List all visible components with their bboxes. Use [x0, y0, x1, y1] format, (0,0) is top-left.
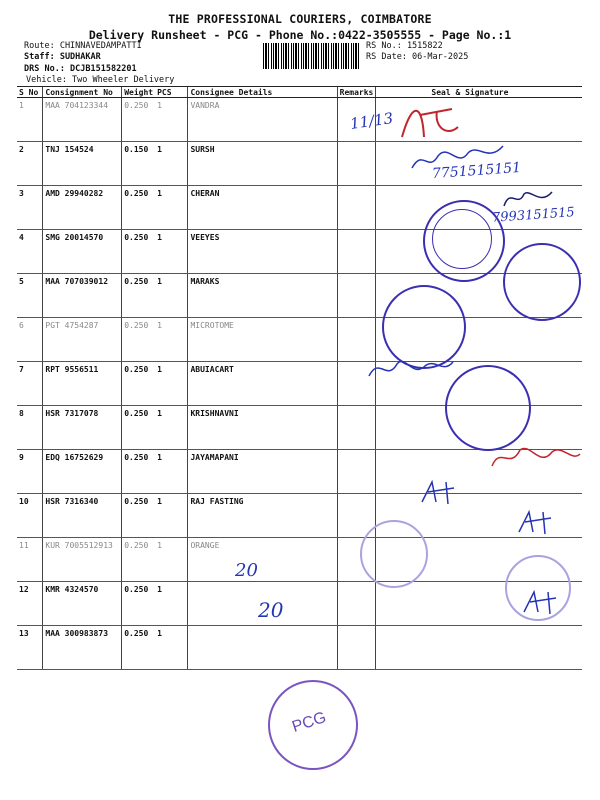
- cell-consignment: KUR 7005512913: [43, 538, 122, 582]
- barcode: [263, 43, 359, 69]
- rs-number: RS No.: 1515822: [366, 41, 443, 51]
- row10-signature: [488, 440, 583, 474]
- row3-signature: 7993151515: [491, 205, 576, 226]
- col-sno: S No: [17, 87, 43, 98]
- cell-sno: 7: [17, 362, 43, 406]
- cell-weight: 0.250: [122, 230, 155, 274]
- cell-weight: 0.250: [122, 494, 155, 538]
- cell-weight: 0.250: [122, 626, 155, 670]
- cell-consignee: JAYAMAPANI: [188, 450, 337, 494]
- cell-consignment: HSR 7317078: [43, 406, 122, 450]
- cell-consignee: ORANGE: [188, 538, 337, 582]
- cell-pcs: 1: [155, 626, 188, 670]
- col-seal: Seal & Signature: [376, 87, 582, 98]
- col-remarks: Remarks: [337, 87, 376, 98]
- row10-mark: [418, 478, 458, 508]
- cell-remarks: [337, 274, 376, 318]
- row11-mark: [515, 508, 555, 538]
- cell-pcs: 1: [155, 538, 188, 582]
- doc-subtitle: Delivery Runsheet - PCG - Phone No.:0422-3505555 - Page No.:1: [88, 28, 512, 42]
- cell-remarks: [337, 450, 376, 494]
- cell-pcs: 1: [155, 274, 188, 318]
- cell-consignee: ABUIACART: [188, 362, 337, 406]
- cell-consignment: TNJ 154524: [43, 142, 122, 186]
- cell-weight: 0.250: [122, 582, 155, 626]
- cell-sno: 4: [17, 230, 43, 274]
- cell-remarks: [337, 626, 376, 670]
- cell-consignee: MARAKS: [188, 274, 337, 318]
- cell-consignment: MAA 300983873: [43, 626, 122, 670]
- cell-consignee: SURSH: [188, 142, 337, 186]
- cell-weight: 0.150: [122, 142, 155, 186]
- row12-note: 20: [235, 560, 258, 581]
- vehicle: Vehicle: Two Wheeler Delivery: [26, 75, 175, 85]
- table-row: [17, 538, 582, 582]
- drs-number: DRS No.: DCJB151582201: [24, 64, 137, 74]
- table-row: [17, 626, 582, 670]
- cell-weight: 0.250: [122, 98, 155, 142]
- cell-pcs: 1: [155, 98, 188, 142]
- table-header: [17, 87, 582, 98]
- col-weight: Weight: [122, 87, 155, 98]
- cell-consignment: RPT 9556511: [43, 362, 122, 406]
- cell-sno: 9: [17, 450, 43, 494]
- pcg-stamp-text: PCG: [290, 709, 329, 736]
- cell-seal: [376, 626, 582, 670]
- cell-pcs: 1: [155, 186, 188, 230]
- table-row: [17, 98, 582, 142]
- doc-title: THE PROFESSIONAL COURIERS, COIMBATORE: [168, 12, 432, 26]
- cell-consignment: MAA 704123344: [43, 98, 122, 142]
- row2-scribble: [408, 138, 508, 178]
- cell-remarks: [337, 582, 376, 626]
- cell-consignee: MICROTOME: [188, 318, 337, 362]
- table-row: [17, 318, 582, 362]
- cell-sno: 12: [17, 582, 43, 626]
- col-consignment: Consignment No: [43, 87, 122, 98]
- cell-pcs: 1: [155, 406, 188, 450]
- cell-consignment: KMR 4324570: [43, 582, 122, 626]
- cell-weight: 0.250: [122, 450, 155, 494]
- col-consignee: Consignee Details: [188, 87, 337, 98]
- cell-sno: 13: [17, 626, 43, 670]
- staff: Staff: SUDHAKAR: [24, 52, 101, 62]
- cell-remarks: [337, 186, 376, 230]
- cell-pcs: 1: [155, 230, 188, 274]
- route: Route: CHINNAVEDAMPATTI: [24, 41, 142, 51]
- cell-sno: 3: [17, 186, 43, 230]
- cell-sno: 8: [17, 406, 43, 450]
- cell-consignee: CHERAN: [188, 186, 337, 230]
- row7-signature: [365, 352, 455, 386]
- cell-consignee: KRISHNAVNI: [188, 406, 337, 450]
- cell-pcs: 1: [155, 450, 188, 494]
- col-pcs: PCS: [155, 87, 188, 98]
- seal-stamp-faint: [360, 520, 428, 588]
- cell-consignment: AMD 29940282: [43, 186, 122, 230]
- pcg-stamp: [268, 680, 358, 770]
- cell-consignee: [188, 626, 337, 670]
- remark-handwriting: 11/13: [348, 109, 395, 133]
- table-row: [17, 582, 582, 626]
- cell-weight: 0.250: [122, 186, 155, 230]
- cell-pcs: 1: [155, 494, 188, 538]
- cell-weight: 0.250: [122, 406, 155, 450]
- cell-sno: 1: [17, 98, 43, 142]
- cell-remarks: [337, 406, 376, 450]
- seal-stamp: [445, 365, 531, 451]
- cell-sno: 10: [17, 494, 43, 538]
- cell-consignment: HSR 7316340: [43, 494, 122, 538]
- row3-scribble: [500, 186, 555, 212]
- cell-sno: 6: [17, 318, 43, 362]
- row13-note: 20: [258, 598, 284, 622]
- rs-date: RS Date: 06-Mar-2025: [366, 52, 469, 62]
- cell-consignment: PGT 4754287: [43, 318, 122, 362]
- row2-signature: 7751515151: [431, 159, 522, 183]
- cell-consignment: MAA 707039012: [43, 274, 122, 318]
- cell-sno: 5: [17, 274, 43, 318]
- cell-consignment: SMG 20014570: [43, 230, 122, 274]
- cell-pcs: 1: [155, 362, 188, 406]
- cell-weight: 0.250: [122, 318, 155, 362]
- table-row: [17, 494, 582, 538]
- table-row: [17, 274, 582, 318]
- cell-consignee: VANDRA: [188, 98, 337, 142]
- cell-consignee: RAJ FASTING: [188, 494, 337, 538]
- cell-weight: 0.250: [122, 362, 155, 406]
- cell-sno: 2: [17, 142, 43, 186]
- cell-weight: 0.250: [122, 274, 155, 318]
- row13-mark: [520, 588, 560, 618]
- cell-remarks: [337, 142, 376, 186]
- cell-pcs: 1: [155, 582, 188, 626]
- cell-pcs: 1: [155, 318, 188, 362]
- seal-stamp: [432, 209, 492, 269]
- cell-remarks: [337, 230, 376, 274]
- cell-pcs: 1: [155, 142, 188, 186]
- cell-consignee: VEEYES: [188, 230, 337, 274]
- cell-sno: 11: [17, 538, 43, 582]
- cell-weight: 0.250: [122, 538, 155, 582]
- seal-stamp: [503, 243, 581, 321]
- cell-consignment: EDQ 16752629: [43, 450, 122, 494]
